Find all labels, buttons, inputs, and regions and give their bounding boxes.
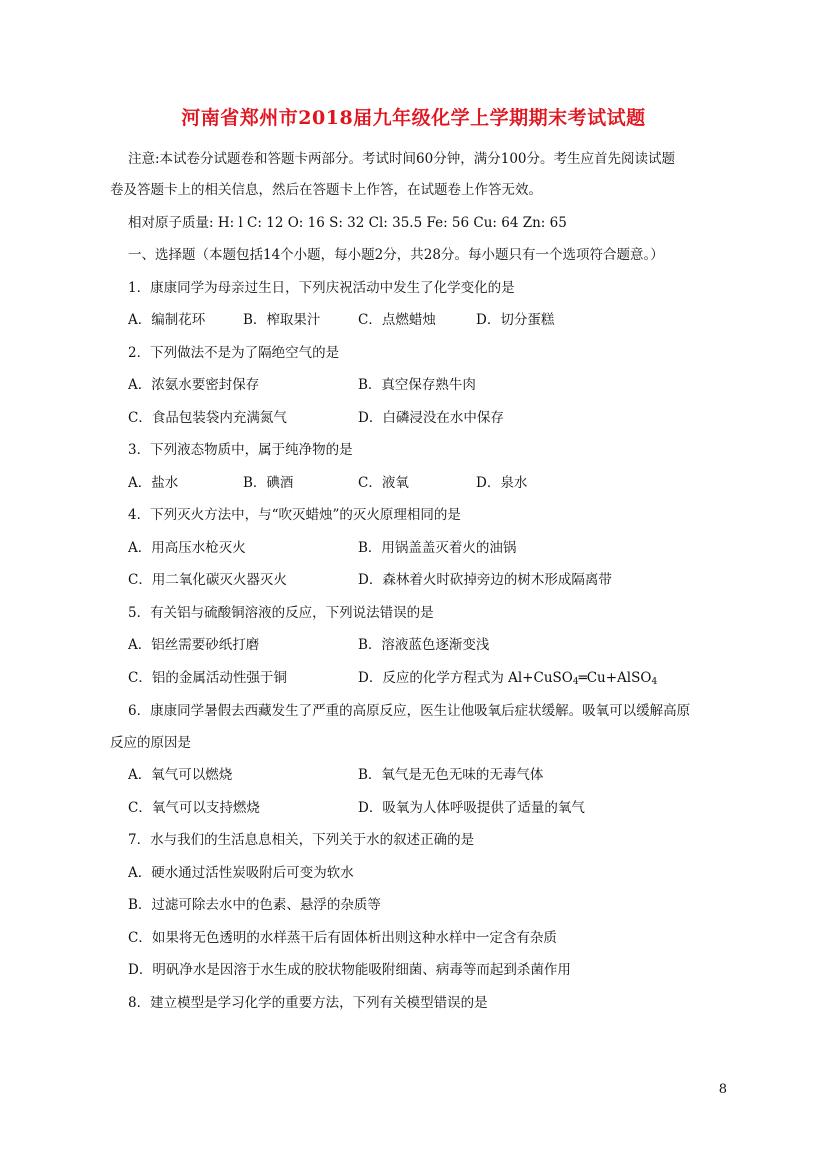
q2-option-c: C．食品包装袋内充满氮气	[128, 410, 287, 426]
question-6-stem-1: 6．康康同学暑假去西藏发生了严重的高原反应，医生让他吸氧后症状缓解。吸氧可以缓解高原	[128, 703, 691, 719]
q5-d-prefix: D．反应的化学方程式为 Al+CuSO	[358, 670, 573, 686]
question-4-stem: 4．下列灭火方法中，与“吹灭蜡烛”的灭火原理相同的是	[128, 507, 461, 523]
q4-option-a: A．用高压水枪灭火	[128, 540, 246, 556]
question-5-stem: 5．有关铝与硫酸铜溶液的反应，下列说法错误的是	[128, 605, 434, 621]
q7-option-a: A．硬水通过活性炭吸附后可变为软水	[128, 865, 354, 881]
q6-option-d: D．吸氧为人体呼吸提供了适量的氧气	[358, 800, 585, 816]
q6-option-c: C．氧气可以支持燃烧	[128, 800, 260, 816]
q7-option-d: D．明矾净水是因溶于水生成的胶状物能吸附细菌、病毒等而起到杀菌作用	[128, 962, 571, 978]
question-1-stem: 1．康康同学为母亲过生日，下列庆祝活动中发生了化学变化的是	[128, 280, 515, 296]
q4-option-b: B．用锅盖盖灭着火的油锅	[358, 540, 517, 556]
question-8-stem: 8．建立模型是学习化学的重要方法，下列有关模型错误的是	[128, 995, 488, 1011]
q1-option-a: A．编制花环	[128, 312, 206, 328]
q1-option-d: D．切分蛋糕	[476, 312, 555, 328]
q4-option-d: D．森林着火时砍掉旁边的树木形成隔离带	[358, 572, 612, 588]
section-heading: 一、选择题（本题包括14个小题，每小题2分，共28分。每小题只有一个选项符合题意。）	[128, 247, 664, 263]
q2-option-a: A．浓氨水要密封保存	[128, 377, 260, 393]
atomic-mass-line: 相对原子质量: H: l C: 12 O: 16 S: 32 Cl: 35.5 Fe: 56 Cu: 64 Zn: 65	[128, 215, 567, 231]
q3-option-d: D．泉水	[476, 475, 528, 491]
q7-option-b: B．过滤可除去水中的色素、悬浮的杂质等	[128, 897, 381, 913]
notice-line-1: 注意:本试卷分试题卷和答题卡两部分。考试时间60分钟，满分100分。考生应首先阅读试题	[128, 151, 675, 167]
exam-title: 河南省郑州市2018届九年级化学上学期期末考试试题	[181, 107, 646, 129]
question-6-stem-2: 反应的原因是	[110, 735, 191, 751]
q6-option-a: A．氧气可以燃烧	[128, 767, 233, 783]
q1-option-c: C．点燃蜡烛	[358, 312, 436, 328]
q5-option-a: A．铝丝需要砂纸打磨	[128, 637, 260, 653]
q5-d-sub-1: 4	[572, 677, 579, 687]
q5-option-b: B．溶液蓝色逐渐变浅	[358, 637, 490, 653]
notice-line-2: 卷及答题卡上的相关信息，然后在答题卡上作答，在试题卷上作答无效。	[110, 182, 542, 198]
q7-option-c: C．如果将无色透明的水样蒸干后有固体析出则这种水样中一定含有杂质	[128, 930, 557, 946]
q3-option-a: A．盐水	[128, 475, 179, 491]
q5-d-mid: ═Cu+AlSO	[578, 670, 652, 686]
q5-option-d	[358, 668, 657, 692]
q2-option-d: D．白磷浸没在水中保存	[358, 410, 504, 426]
question-2-stem: 2．下列做法不是为了隔绝空气的是	[128, 345, 340, 361]
q5-option-c: C．铝的金属活动性强于铜	[128, 670, 287, 686]
q3-option-b: B．碘酒	[243, 475, 294, 491]
q2-option-b: B．真空保存熟牛肉	[358, 377, 476, 393]
page-number: 8	[718, 1082, 727, 1097]
q6-option-b: B．氧气是无色无味的无毒气体	[358, 767, 544, 783]
q3-option-c: C．液氧	[358, 475, 409, 491]
q4-option-c: C．用二氧化碳灭火器灭火	[128, 572, 287, 588]
question-7-stem: 7．水与我们的生活息息相关，下列关于水的叙述正确的是	[128, 832, 475, 848]
question-3-stem: 3．下列液态物质中，属于纯净物的是	[128, 442, 353, 458]
q5-d-sub-2: 4	[651, 677, 658, 687]
q1-option-b: B．榨取果汁	[243, 312, 321, 328]
